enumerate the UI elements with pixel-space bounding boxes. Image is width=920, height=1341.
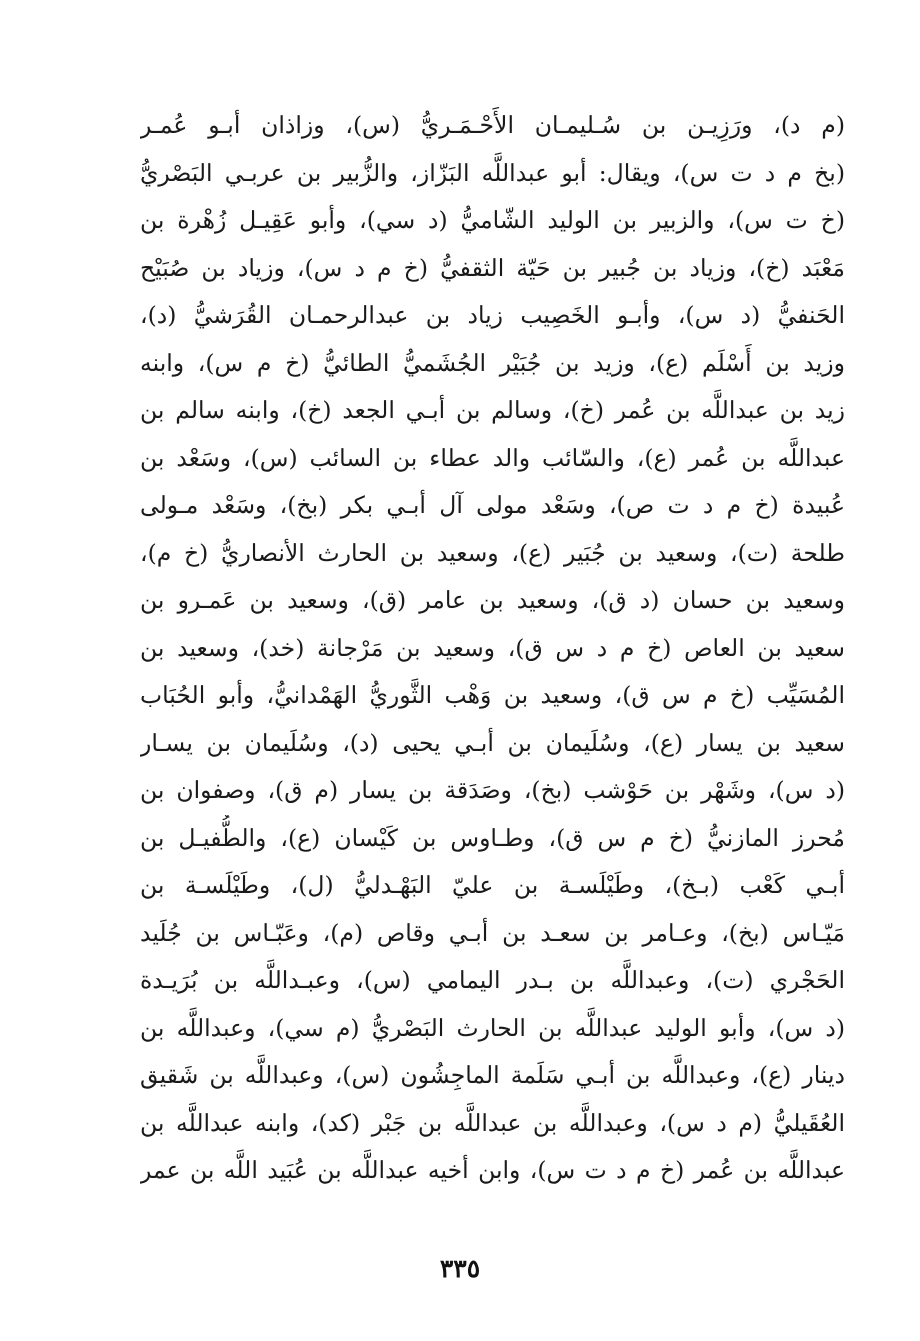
- text-line: الحَجْري (ت)، وعبداللَّه بن بـدر اليمامي (س)، وعبـداللَّه بن بُرَيـدة: [140, 966, 845, 994]
- body-text: [140, 102, 845, 1195]
- text-line: المُسَيِّب (خ م س ق)، وسعيد بن وَهْب الثَّوريُّ الهَمْدانيُّ، وأبو الحُبَاب: [140, 681, 845, 709]
- text-line: عبداللَّه بن عُمر (ع)، والسّائب والد عطاء بن السائب (س)، وسَعْد بن: [140, 443, 845, 472]
- text-line: سعيد بن العاص (خ م د س ق)، وسعيد بن مَرْجانة (خد)، وسعيد بن: [140, 633, 845, 662]
- page-number: ٣٣٥: [439, 1254, 481, 1283]
- text-line: طلحة (ت)، وسعيد بن جُبَير (ع)، وسعيد بن الحارث الأنصاريُّ (خ م)،: [140, 538, 845, 567]
- text-line: وزيد بن أَسْلَم (ع)، وزيد بن جُبَيْر الجُشَميُّ الطائيُّ (خ م س)، وابنه: [140, 348, 845, 377]
- text-line: سعيد بن يسار (ع)، وسُلَيمان بن أبـي يحيى (د)، وسُلَيمان بن يسـار: [140, 728, 845, 757]
- text-line: عُبيدة (خ م د ت ص)، وسَعْد مولى آل أبـي بكر (بخ)، وسَعْد مـولى: [140, 491, 845, 519]
- text-line: زيد بن عبداللَّه بن عُمر (خ)، وسالم بن أبـي الجعد (خ)، وابنه سالم بن: [140, 396, 845, 424]
- text-line: (بخ م د ت س)، ويقال: أبو عبداللَّه البَزّاز، والزُّبير بن عربـي البَصْريُّ: [140, 158, 845, 187]
- text-line: مَعْبَد (خ)، وزياد بن جُبير بن حَيّة الثقفيُّ (خ م د س)، وزياد بن صُبَيْح: [140, 253, 845, 282]
- text-line: أبـي كَعْب (بـخ)، وطَيْلَسـة بن عليّ البَهْـدليُّ (ل)، وطَيْلَسـة بن: [140, 871, 845, 899]
- text-line: (د س)، وأبو الوليد عبداللَّه بن الحارث البَصْريُّ (م سي)، وعبداللَّه بن: [140, 1013, 845, 1042]
- text-line: مُحرز المازنيُّ (خ م س ق)، وطـاوس بن كَيْسان (ع)، والطُّفيـل بن: [140, 823, 845, 852]
- text-line: وسعيد بن حسان (د ق)، وسعيد بن عامر (ق)، وسعيد بن عَمـرو بن: [140, 586, 845, 614]
- text-line: مَيّـاس (بخ)، وعـامر بن سعـد بن أبـي وقاص (م)، وعَبّـاس بن جُلَيد: [140, 918, 845, 947]
- text-line: (خ ت س)، والزبير بن الوليد الشّاميُّ (د سي)، وأبو عَقِيـل زُهْرة بن: [140, 206, 845, 234]
- text-line: العُقَيليُّ (م د س)، وعبداللَّه بن عبداللَّه بن جَبْر (كد)، وابنه عبداللَّه بن: [140, 1108, 845, 1137]
- text-line: عبداللَّه بن عُمر (خ م د ت س)، وابن أخيه عبداللَّه بن عُبَيد اللَّه بن عمر: [140, 1156, 845, 1184]
- text-line: (د س)، وشَهْر بن حَوْشب (بخ)، وصَدَقة بن يسار (م ق)، وصفوان بن: [140, 776, 845, 804]
- text-line: دينار (ع)، وعبداللَّه بن أبـي سَلَمة الماجِشُون (س)، وعبداللَّه بن شَقيق: [140, 1061, 845, 1089]
- text-line: الحَنفيُّ (د س)، وأبـو الخَصِيب زياد بن عبدالرحمـان القُرَشيُّ (د)،: [140, 301, 845, 329]
- text-line: (م د)، ورَزِيـن بن سُـليمـان الأَحْـمَـريُّ (س)، وزاذان أبـو عُمـر: [140, 111, 845, 139]
